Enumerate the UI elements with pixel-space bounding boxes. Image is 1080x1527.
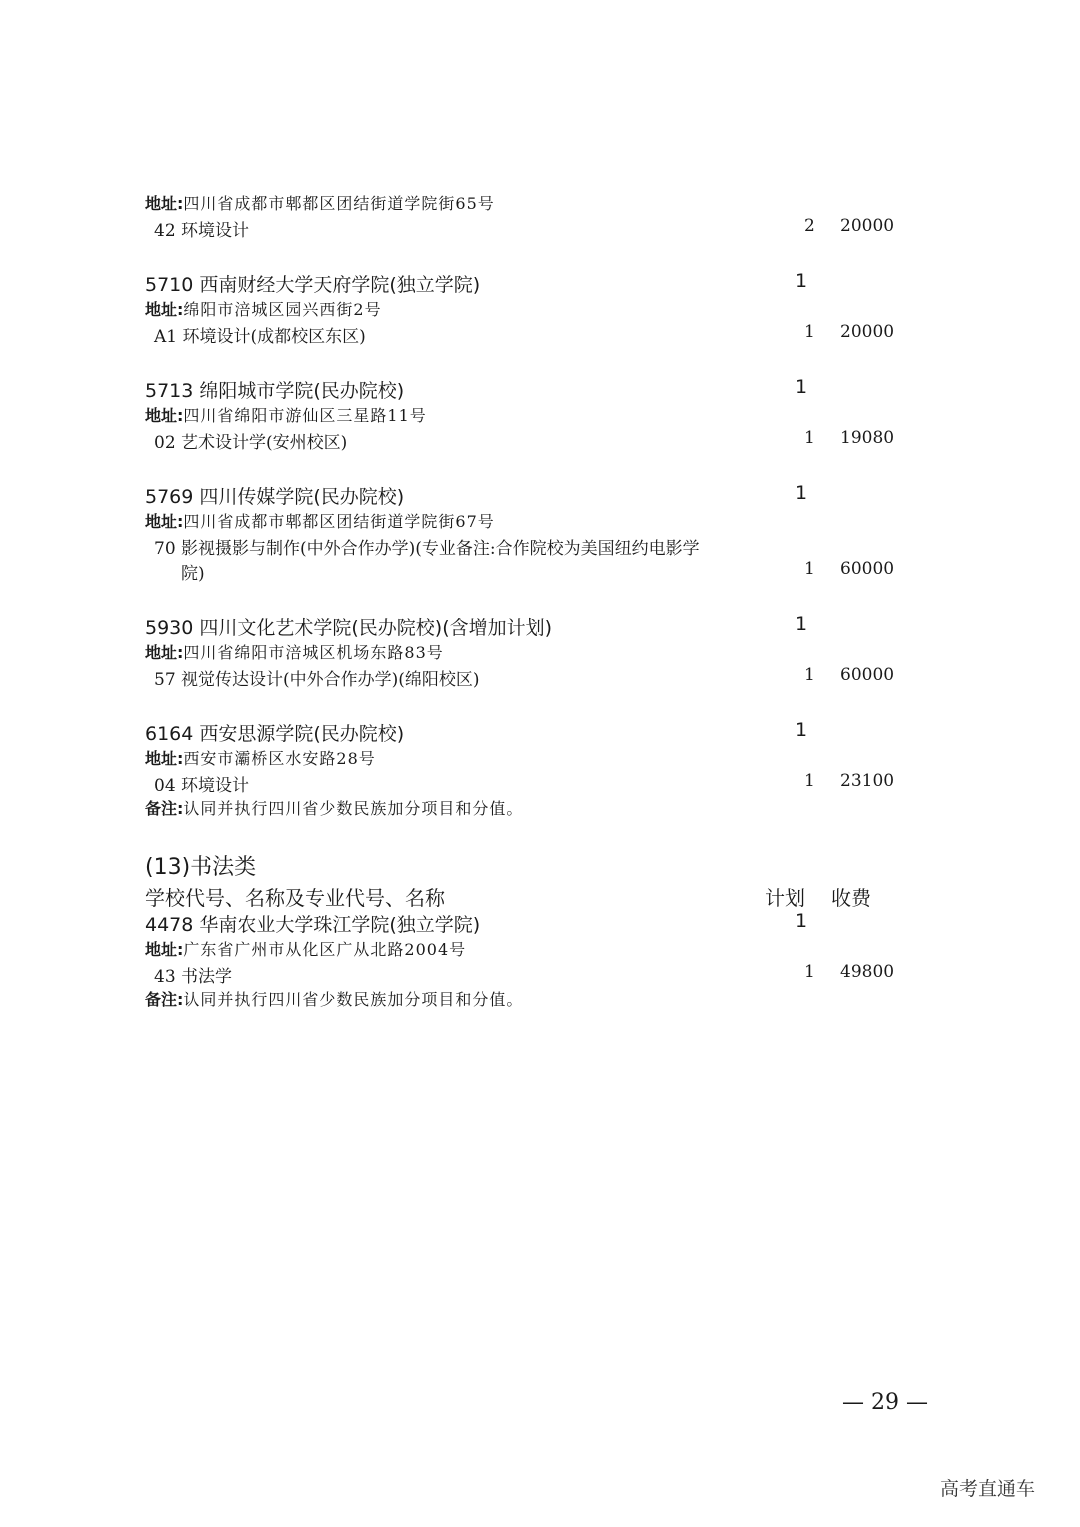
school-address: 地址:四川省成都市郫都区团结街道学院街67号 (145, 512, 495, 531)
school-address: 地址:绵阳市涪城区园兴西街2号 (145, 300, 382, 319)
school-row: 4478 华南农业大学珠江学院(独立学院) 1 (145, 910, 808, 936)
major-row: 70 影视摄影与制作(中外合作办学)(专业备注:合作院校为美国纽约电影学 (154, 539, 700, 559)
major-row: 43 书法学 1 49800 (154, 962, 895, 987)
major-row-continued: 院) 1 60000 (181, 559, 895, 584)
school-address: 地址:四川省成都市郫都区团结街道学院街65号 (145, 194, 495, 213)
school-address: 地址:四川省绵阳市涪城区机场东路83号 (145, 643, 444, 662)
watermark: 高考直通车 (940, 1478, 1036, 1500)
school-note: 备注:认同并执行四川省少数民族加分项目和分值。 (145, 990, 524, 1009)
school-row: 5769 四川传媒学院(民办院校) 1 (145, 482, 808, 508)
school-row: 5713 绵阳城市学院(民办院校) 1 (145, 376, 808, 402)
major-row: 42 环境设计 2 20000 (154, 216, 895, 241)
section-title: (13)书法类 (145, 855, 257, 880)
major-row: A1 环境设计(成都校区东区) 1 20000 (154, 322, 895, 347)
major-row: 02 艺术设计学(安州校区) 1 19080 (154, 428, 895, 453)
major-row: 57 视觉传达设计(中外合作办学)(绵阳校区) 1 60000 (154, 665, 895, 690)
school-row: 5930 四川文化艺术学院(民办院校)(含增加计划) 1 (145, 613, 808, 639)
school-row: 5710 西南财经大学天府学院(独立学院) 1 (145, 270, 808, 296)
school-row: 6164 西安思源学院(民办院校) 1 (145, 719, 808, 745)
school-address: 地址:广东省广州市从化区广从北路2004号 (145, 940, 467, 959)
school-note: 备注:认同并执行四川省少数民族加分项目和分值。 (145, 799, 524, 818)
school-address: 地址:四川省绵阳市游仙区三星路11号 (145, 406, 427, 425)
table-header: 学校代号、名称及专业代号、名称 计划 收费 (145, 886, 871, 910)
page-number: — 29 — (842, 1390, 928, 1415)
major-row: 04 环境设计 1 23100 (154, 771, 895, 796)
school-address: 地址:西安市灞桥区水安路28号 (145, 749, 376, 768)
